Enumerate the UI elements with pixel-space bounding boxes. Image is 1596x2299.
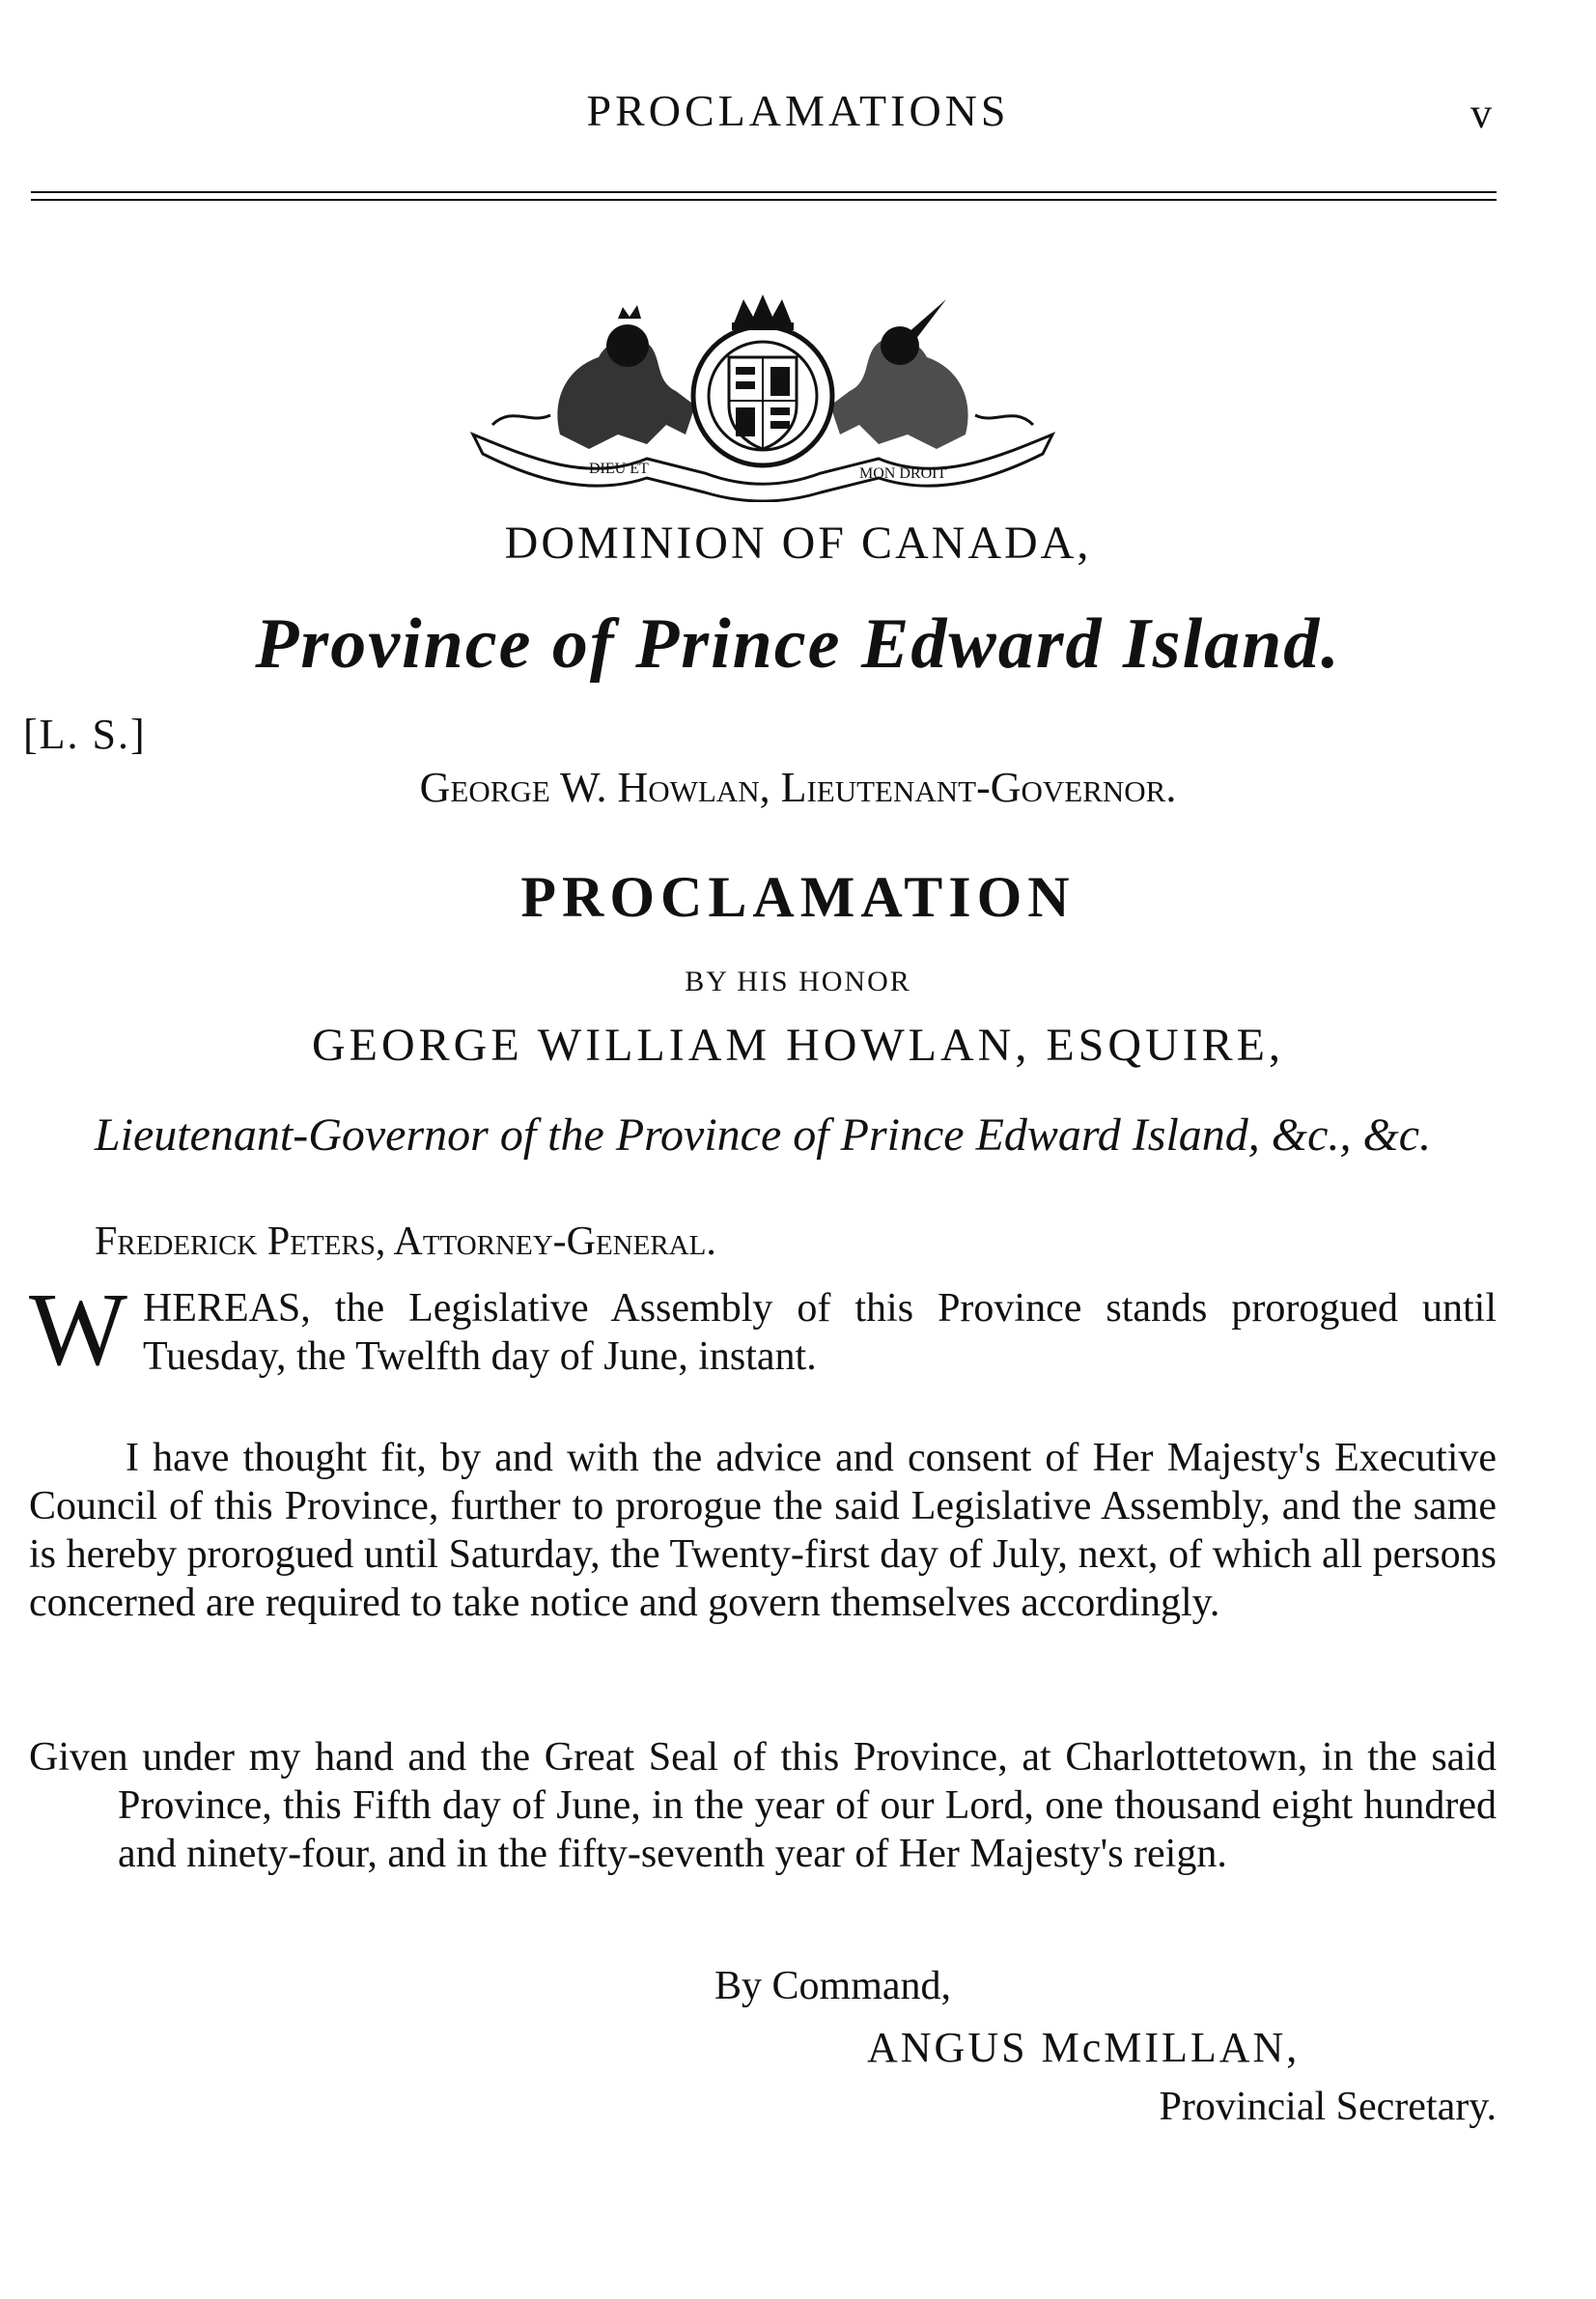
given-paragraph: Given under my hand and the Great Seal of this Province, at Charlottetown, in the said Province, this Fifth day of June, in the year of our Lord, one thousand eight hundred and ninety-four, and in the fifty-seventh year of Her Majesty's reign. xyxy=(29,1735,1497,1876)
by-his-honor: BY HIS HONOR xyxy=(685,966,911,997)
header-rule-bottom xyxy=(31,199,1497,201)
lieutenant-governor-title: Lieutenant-Governor of the Province of Prince Edward Island, &c., &c. xyxy=(94,1109,1432,1161)
drop-cap: W xyxy=(29,1273,127,1388)
royal-coat-of-arms-icon xyxy=(454,290,1072,502)
prorogue-paragraph: I have thought fit, by and with the advice and consent of Her Majesty's Executive Council of this Province, further to prorogue the said Legislative Assembly, and the same is hereby prorogued until Saturday, the Twenty-first day of July, next, of which all persons concerned are required to take notice and govern themselves accordingly. xyxy=(29,1436,1497,1625)
province-heading: Province of Prince Edward Island. xyxy=(255,604,1341,684)
seal-mark: [L. S.] xyxy=(23,711,147,758)
governor-line: George W. Howlan, Lieutenant-Governor. xyxy=(419,764,1177,811)
signer-name: ANGUS McMILLAN, xyxy=(867,2024,1301,2071)
governor-full-name: GEORGE WILLIAM HOWLAN, ESQUIRE, xyxy=(312,1020,1284,1071)
motto-right: MON DROIT xyxy=(859,465,947,482)
motto-left: DIEU ET xyxy=(589,461,649,477)
signer-title: Provincial Secretary. xyxy=(1159,2085,1497,2129)
header-rule-top xyxy=(31,191,1497,193)
by-command: By Command, xyxy=(714,1964,952,2008)
whereas-paragraph xyxy=(29,1273,1497,1388)
page-number: v xyxy=(1470,90,1492,137)
whereas-text: HEREAS, the Legislative Assembly of this Province stands prorogued until Tuesday, the Twelfth day of June, instant. xyxy=(142,1286,1497,1379)
running-head: PROCLAMATIONS xyxy=(586,86,1010,135)
dominion-heading: DOMINION OF CANADA, xyxy=(504,518,1092,569)
proclamation-title: PROCLAMATION xyxy=(520,865,1076,929)
attorney-general-line: Frederick Peters, Attorney-General. xyxy=(95,1220,716,1264)
